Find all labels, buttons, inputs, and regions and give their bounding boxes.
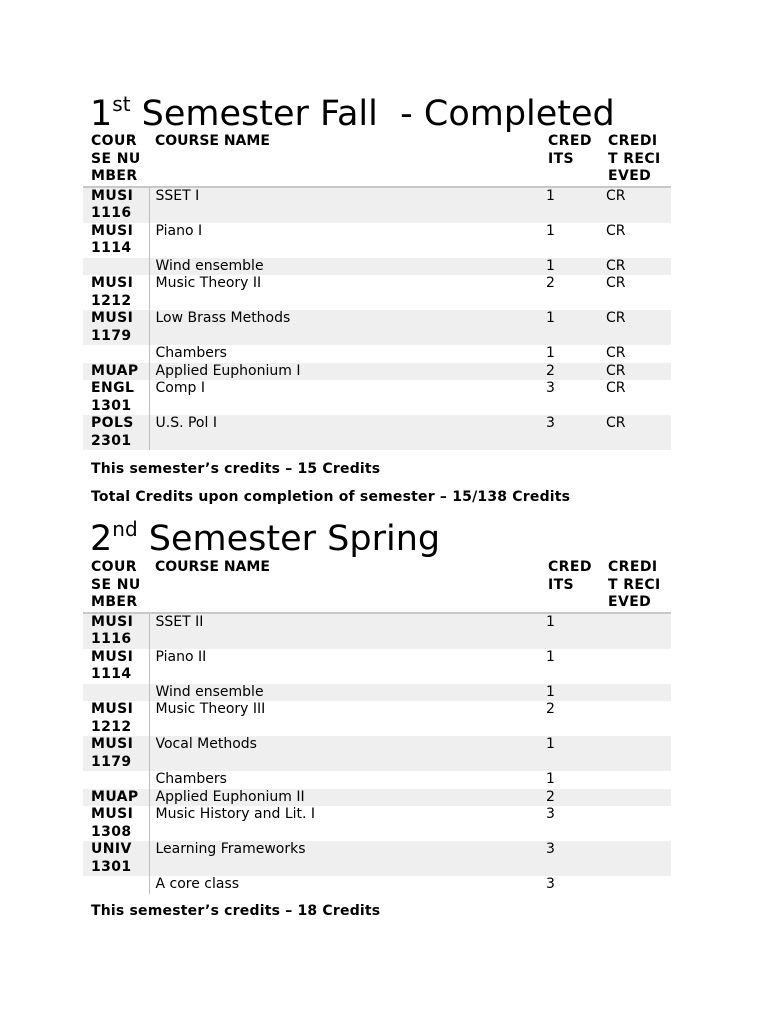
credits-cell: 1 xyxy=(540,736,600,771)
credit-received-cell xyxy=(600,771,671,789)
course-name-cell: A core class xyxy=(155,876,240,892)
credit-received-cell: CR xyxy=(606,275,626,291)
table-row xyxy=(83,258,671,276)
credits-cell: 1 xyxy=(546,771,555,787)
credit-received-cell: CR xyxy=(600,187,671,223)
header-course-name: COURSE NAME xyxy=(149,133,540,187)
course-number-cell xyxy=(83,876,149,894)
course-number-cell: MUAP xyxy=(83,789,149,807)
credits-cell: 1 xyxy=(540,613,600,649)
course-name-cell: SSET II xyxy=(149,613,540,649)
course-number-cell: MUSI 1179 xyxy=(83,736,149,771)
course-name-cell: Chambers xyxy=(155,345,227,361)
table-row xyxy=(83,876,671,894)
semester2-title-ordinal: nd xyxy=(112,517,138,541)
header-credit-received: CREDIT RECIEVED xyxy=(600,133,671,187)
semester1-credits-summary: This semester’s credits – 15 Credits xyxy=(91,461,381,477)
course-number-cell: MUAP xyxy=(83,363,149,381)
course-number-cell: MUSI 1212 xyxy=(83,275,149,310)
table-row xyxy=(83,701,671,736)
table-row xyxy=(83,363,671,381)
credits-cell: 3 xyxy=(546,876,555,892)
course-number-cell: MUSI 1116 xyxy=(83,187,149,223)
course-name-cell: Piano II xyxy=(155,648,207,665)
course-name-cell: Piano I xyxy=(155,222,203,239)
credits-cell: 3 xyxy=(546,806,555,822)
semester2-course-table xyxy=(83,559,671,894)
course-number-cell: MUSI 1114 xyxy=(83,223,149,258)
credits-cell: 1 xyxy=(546,222,555,239)
credit-received-cell xyxy=(600,841,671,876)
credit-received-cell xyxy=(600,613,671,649)
course-name-cell: Low Brass Methods xyxy=(149,310,540,345)
table-row xyxy=(83,275,671,310)
semester1-title-number: 1 xyxy=(90,94,113,134)
credits-cell: 2 xyxy=(546,701,555,717)
semester1-table-body xyxy=(83,187,671,451)
course-number-cell: UNIV 1301 xyxy=(83,841,149,876)
credit-received-cell: CR xyxy=(600,363,671,381)
table-header-row xyxy=(83,133,671,187)
credit-received-cell xyxy=(600,806,671,841)
credits-cell: 2 xyxy=(546,275,555,291)
course-name-cell: Applied Euphonium II xyxy=(149,789,540,807)
credits-cell: 1 xyxy=(540,258,600,276)
course-name-cell: Comp I xyxy=(155,380,205,396)
credit-received-cell: CR xyxy=(600,310,671,345)
semester1-course-table xyxy=(83,133,671,450)
header-course-name: COURSE NAME xyxy=(149,559,540,613)
course-number-cell xyxy=(83,771,149,789)
table-row xyxy=(83,789,671,807)
course-name-cell: Learning Frameworks xyxy=(149,841,540,876)
credits-cell: 1 xyxy=(546,345,555,361)
credit-received-cell xyxy=(600,789,671,807)
course-name-cell: SSET I xyxy=(149,187,540,223)
credit-received-cell: CR xyxy=(606,222,626,239)
table-row xyxy=(83,310,671,345)
semester2-table-body xyxy=(83,613,671,894)
table-row xyxy=(83,684,671,702)
course-number-cell: MUSI 1116 xyxy=(83,613,149,649)
header-credits: CREDITS xyxy=(540,559,600,613)
course-number-cell: MUSI 1212 xyxy=(83,701,149,736)
header-course-number: COURSE NUMBER xyxy=(83,559,149,613)
course-number-cell: MUSI 1114 xyxy=(83,649,149,684)
header-course-number: COURSE NUMBER xyxy=(83,133,149,187)
semester1-title-ordinal: st xyxy=(112,92,131,116)
course-name-cell: Music History and Lit. I xyxy=(155,806,316,822)
credits-cell: 1 xyxy=(540,187,600,223)
table-row xyxy=(83,649,671,684)
course-name-cell: Applied Euphonium I xyxy=(149,363,540,381)
table-header-row xyxy=(83,559,671,613)
semester1-total-credits: Total Credits upon completion of semester – 15/138 Credits xyxy=(91,489,571,505)
course-name-cell: U.S. Pol I xyxy=(149,415,540,450)
semester2-title xyxy=(90,519,440,559)
table-row xyxy=(83,345,671,363)
course-number-cell: MUSI 1179 xyxy=(83,310,149,345)
header-credits: CREDITS xyxy=(540,133,600,187)
table-row xyxy=(83,415,671,450)
course-number-cell: MUSI 1308 xyxy=(83,806,149,841)
course-number-cell: ENGL 1301 xyxy=(83,380,149,415)
table-row xyxy=(83,187,671,223)
credit-received-cell xyxy=(600,736,671,771)
table-row xyxy=(83,771,671,789)
course-name-cell: Wind ensemble xyxy=(149,684,540,702)
course-name-cell: Music Theory III xyxy=(155,701,266,717)
table-row xyxy=(83,806,671,841)
table-row xyxy=(83,223,671,258)
course-name-cell: Wind ensemble xyxy=(149,258,540,276)
credits-cell: 3 xyxy=(546,380,555,396)
credits-cell: 2 xyxy=(540,789,600,807)
course-name-cell: Vocal Methods xyxy=(149,736,540,771)
credit-received-cell xyxy=(600,684,671,702)
table-row xyxy=(83,841,671,876)
credit-received-cell: CR xyxy=(606,380,626,396)
course-number-cell xyxy=(83,345,149,363)
credits-cell: 1 xyxy=(546,648,555,665)
table-row xyxy=(83,380,671,415)
semester2-credits-summary: This semester’s credits – 18 Credits xyxy=(91,903,381,919)
semester2-title-text: Semester Spring xyxy=(137,519,441,559)
table-row xyxy=(83,736,671,771)
semester1-title-text: Semester Fall - Completed xyxy=(130,94,615,134)
credits-cell: 3 xyxy=(540,841,600,876)
course-number-cell xyxy=(83,684,149,702)
course-number-cell xyxy=(83,258,149,276)
credits-cell: 2 xyxy=(540,363,600,381)
credits-cell: 1 xyxy=(540,684,600,702)
credits-cell: 1 xyxy=(540,310,600,345)
credit-received-cell xyxy=(600,876,671,894)
course-name-cell: Chambers xyxy=(155,771,227,787)
credit-received-cell xyxy=(600,649,671,684)
course-number-cell: POLS 2301 xyxy=(83,415,149,450)
credits-cell: 3 xyxy=(540,415,600,450)
course-name-cell: Music Theory II xyxy=(155,275,262,291)
credit-received-cell: CR xyxy=(600,258,671,276)
semester2-title-number: 2 xyxy=(90,519,113,559)
credit-received-cell: CR xyxy=(606,345,626,361)
semester1-title xyxy=(90,94,615,134)
credit-received-cell: CR xyxy=(600,415,671,450)
table-row xyxy=(83,613,671,649)
credit-received-cell xyxy=(600,701,671,736)
header-credit-received: CREDIT RECIEVED xyxy=(600,559,671,613)
